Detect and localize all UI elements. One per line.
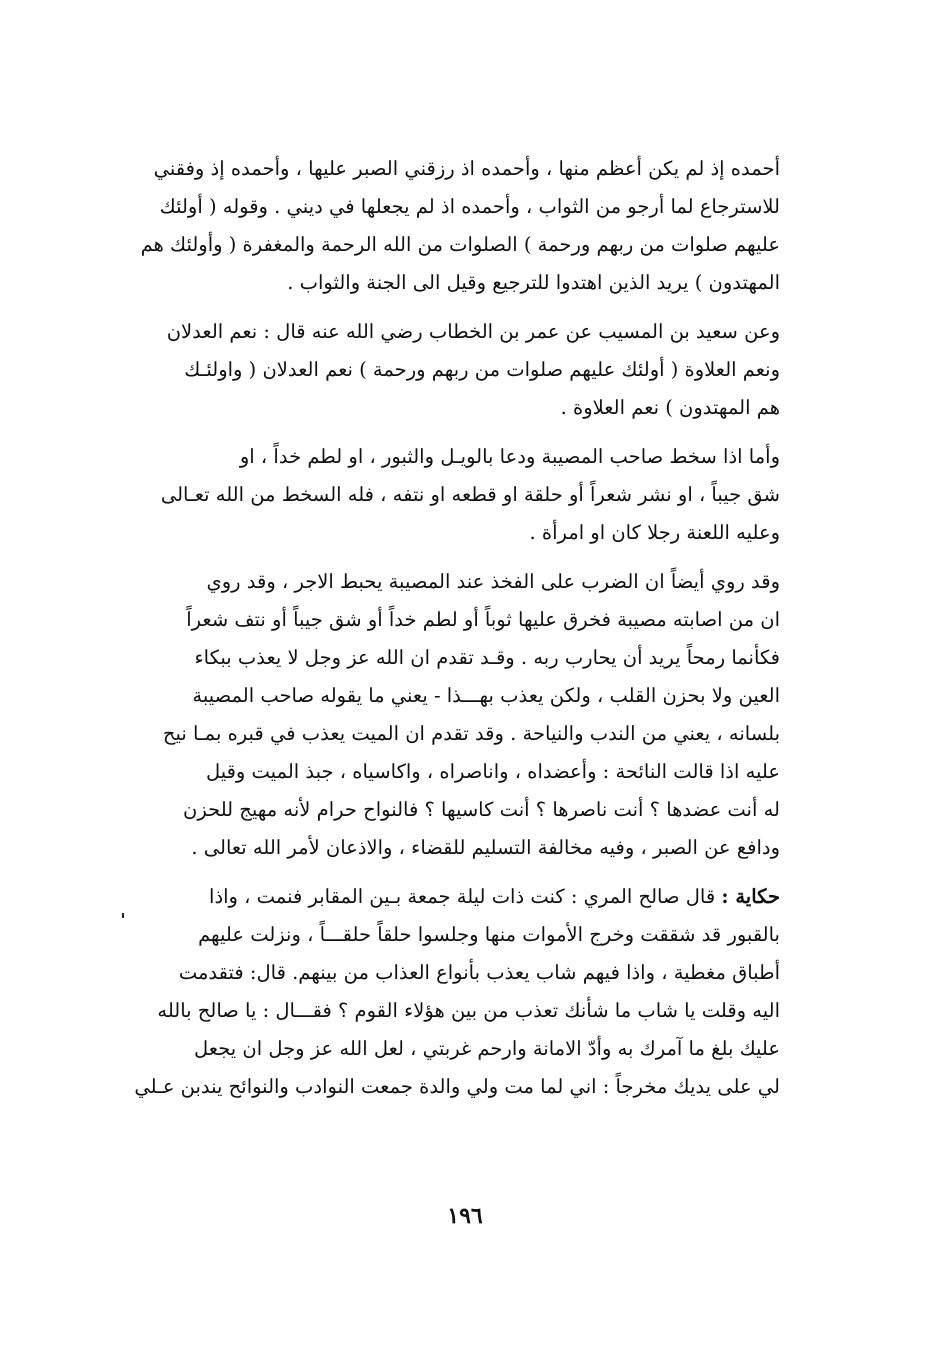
text-line [115,878,780,916]
story-first-line: قال صالح المري : كنت ذات ليلة جمعة بـين المقابر فنمت ، واذا [209,885,722,908]
text-line: أحمده إذ لم يكن أعظم منها ، وأحمده اذ رزقني الصبر عليها ، وأحمده إذ وفقني [153,157,780,180]
text-line: بلسانه ، يعني من الندب والنياحة . وقد تقدم ان الميت يعذب في قبره بمـا نيح [162,722,780,745]
print-speck [122,913,124,918]
paragraph-1 [115,150,780,302]
text-line: العين ولا بحزن القلب ، ولكن يعذب بهـــذا - يعني ما يقوله صاحب المصيبة [192,684,780,707]
text-line: اليه وقلت يا شاب ما شأنك تعذب من بين هؤلاء القوم ؟ فقـــال : يا صالح بالله [157,999,780,1022]
text-line: لي على يديك مخرجاً : اني لما مت ولي والدة جمعت النوادب والنوائح يندبن عـلي [134,1075,780,1098]
text-line: هم المهتدون ) نعم العلاوة . [560,396,780,419]
story-heading: حكاية : [721,885,780,908]
text-line: عليك بلغ ما آمرك به وأدّ الامانة وارحم غربتي ، لعل الله عز وجل ان يجعل [194,1037,780,1060]
text-line: للاسترجاع لما أرجو من الثواب ، وأحمده اذ لم يجعلها في ديني . وقوله ( أولئك [159,195,780,218]
text-line: وقد روي أيضاً ان الضرب على الفخذ عند المصيبة يحبط الاجر ، وقد روي [206,570,780,593]
text-line: بالقبور قد شققت وخرج الأموات منها وجلسوا حلقاً حلقـــاً ، ونزلت عليهم [198,923,780,946]
text-line: أطباق مغطية ، واذا فيهم شاب يعذب بأنواع العذاب من بينهم. قال: فتقدمت [178,961,780,984]
text-line: وعن سعيد بن المسيب عن عمر بن الخطاب رضي الله عنه قال : نعم العدلان [166,320,780,343]
text-line: فكأنما رمحاً يريد أن يحارب ربه . وقـد تقدم ان الله عز وجل لا يعذب ببكاء [194,646,780,669]
paragraph-3 [115,438,780,552]
paragraph-4 [115,563,780,867]
text-line: عليهم صلوات من ربهم ورحمة ) الصلوات من الله الرحمة والمغفرة ( وأولئك هم [140,233,780,256]
text-line: المهتدون ) يريد الذين اهتدوا للترجيع وقيل الى الجنة والثواب . [287,271,780,294]
text-line: ان من اصابته مصيبة فخرق عليها ثوباً أو لطم خداً أو شق جيباً أو نتف شعراً [186,608,780,631]
text-line: ودافع عن الصبر ، وفيه مخالفة التسليم للقضاء ، والاذعان لأمر الله تعالى . [191,836,780,859]
text-line: وعليه اللعنة رجلا كان او امرأة . [529,521,780,544]
text-line: شق جيباً ، او نشر شعراً أو حلقة او قطعه او نتفه ، فله السخط من الله تعـالى [160,483,780,506]
text-line: وأما اذا سخط صاحب المصيبة ودعا بالويـل والثبور ، او لطم خداً ، او [239,445,780,468]
paragraph-2 [115,313,780,427]
text-line: له أنت عضدها ؟ أنت ناصرها ؟ أنت كاسيها ؟ فالنواح حرام لأنه مهيج للحزن [183,798,780,821]
page-number: ١٩٦ [447,1203,483,1229]
paragraph-5-story [115,878,780,1106]
text-line: ونعم العلاوة ( أولئك عليهم صلوات من ربهم ورحمة ) نعم العدلان ( واولئـك [184,358,780,381]
text-line: عليه اذا قالت النائحة : وأعضداه ، واناصراه ، واكاسياه ، جبذ الميت وقيل [205,760,780,783]
page-body [115,150,780,1106]
